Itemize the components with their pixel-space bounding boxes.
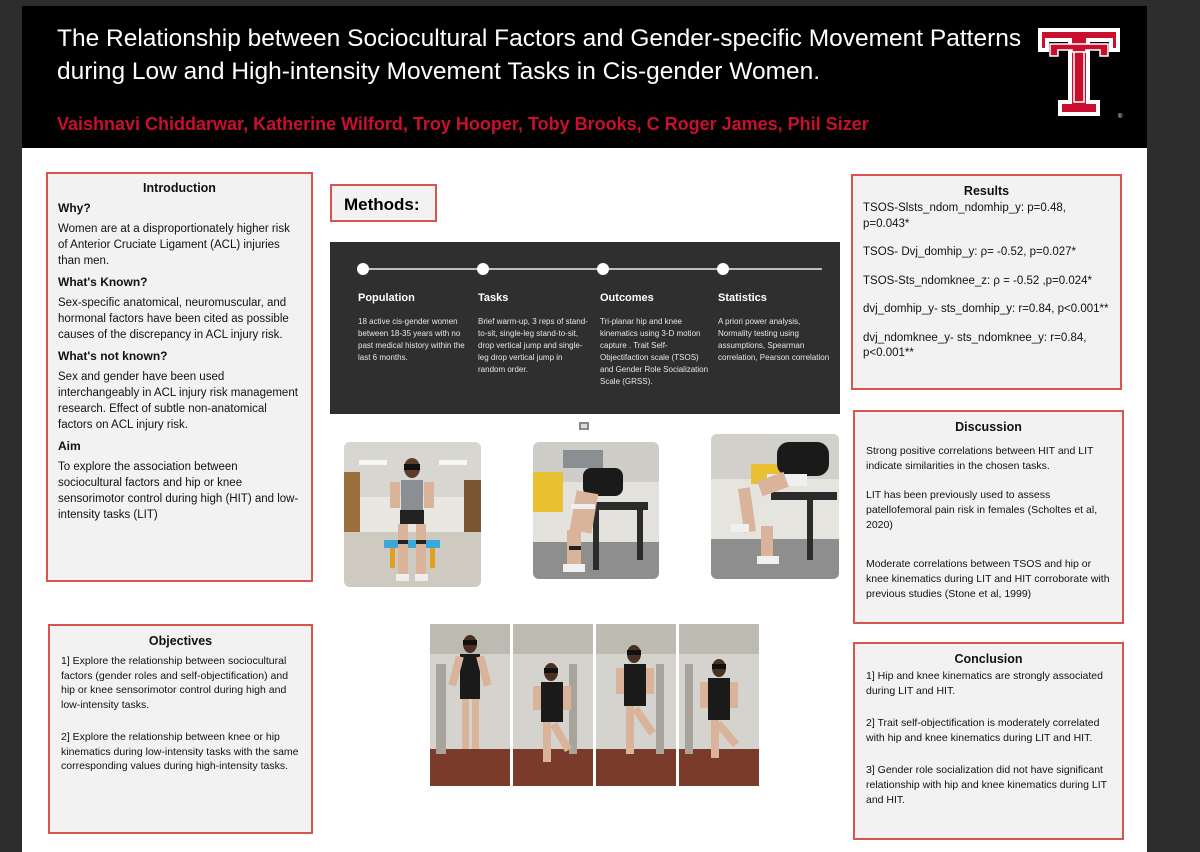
statistics-heading: Statistics (718, 292, 767, 304)
task-photo-drop-vertical-jump (711, 434, 839, 579)
result-line-5: dvj_ndomknee_y- sts_ndomknee_y: r=0.84, p<0.001** (863, 331, 1087, 359)
objective-item-1: 1] Explore the relationship between sociocultural factors (gender roles and self-objectification) and hip or knee sensorimotor control during high and low-intensity tasks. (61, 655, 289, 711)
sequence-photo-c (596, 624, 676, 786)
viewer-frame-left (0, 0, 22, 852)
result-line-1: TSOS-Slsts_ndom_ndomhip_y: p=0.48, p=0.043* (863, 202, 1066, 230)
methods-timeline (330, 242, 840, 414)
media-icon (578, 420, 590, 432)
results-section (851, 174, 1122, 390)
sequence-photo-d (679, 624, 759, 786)
outcomes-text: Tri-planar hip and knee kinematics using 3-D motion capture . Trait Self-Objectifaction scale (TSOS) and Gender Role Socialization Scale (GRSS). (600, 317, 709, 386)
not-known-heading: What's not known? (58, 349, 168, 363)
why-heading: Why? (58, 201, 91, 215)
population-text: 18 active cis-gender women between 18-35 years with no past medical history within the last 6 months. (358, 317, 465, 362)
result-line-3: TSOS-Sts_ndomknee_z: ρ = -0.52 ,p=0.024* (863, 274, 1093, 287)
introduction-title: Introduction (143, 181, 216, 195)
poster-header (22, 6, 1147, 148)
not-known-text: Sex and gender have been used interchangeably in ACL injury risk management research. Effect of subtle non-anatomical factors on ACL injury risk. (58, 371, 298, 431)
methods-column-tasks (478, 292, 590, 376)
conclusion-title: Conclusion (954, 652, 1023, 666)
timeline-line (362, 268, 822, 270)
tasks-text: Brief warm-up, 3 reps of stand-to-sit, single-leg stand-to-sit, drop vertical jump and single- leg drop vertical jump in random order. (478, 317, 588, 374)
methods-column-statistics (718, 292, 830, 364)
methods-column-population (358, 292, 470, 364)
population-heading: Population (358, 292, 415, 304)
timeline-dot (597, 263, 609, 275)
task-photo-single-leg-stand-to-sit (533, 442, 659, 579)
conclusion-paragraph-1: 1] Hip and knee kinematics are strongly associated during LIT and HIT. (866, 670, 1103, 697)
result-line-4: dvj_domhip_y- sts_domhip_y: r=0.84, p<0.001** (863, 303, 1109, 315)
introduction-section (46, 172, 313, 582)
sequence-photo-a (430, 624, 510, 786)
objectives-section (48, 624, 313, 834)
task-photo-stand-to-sit (344, 442, 481, 587)
discussion-paragraph-1: Strong positive correlations between HIT and LIT indicate similarities in the chosen tasks. (866, 445, 1094, 472)
objectives-title: Objectives (148, 634, 213, 648)
outcomes-heading: Outcomes (600, 292, 654, 304)
discussion-section (853, 410, 1124, 624)
discussion-paragraph-2: LIT has been previously used to assess patellofemoral pain risk in females (Scholtes et al, 2020) (866, 489, 1098, 531)
viewer-frame-right (1147, 0, 1200, 852)
conclusion-section (853, 642, 1124, 840)
why-text: Women are at a disproportionately higher risk of Anterior Cruciate Ligament (ACL) injuries than men. (58, 223, 290, 267)
title-line-1: The Relationship between Sociocultural Factors and Gender-specific Movement Patterns (57, 25, 1022, 52)
timeline-dot (357, 263, 369, 275)
double-t-logo-icon (1034, 22, 1124, 120)
methods-column-outcomes (600, 292, 712, 388)
poster (22, 6, 1147, 852)
timeline-dot (717, 263, 729, 275)
poster-title (57, 22, 1047, 88)
methods-title: Methods: (330, 184, 437, 222)
discussion-title: Discussion (955, 420, 1022, 434)
authors: Vaishnavi Chiddarwar, Katherine Wilford, Troy Hooper, Toby Brooks, C Roger James, Phil Sizer (57, 114, 869, 134)
statistics-text: A priori power analysis, Normality testing using assumptions, Spearman correlation, Pearson correlation (718, 317, 830, 362)
svg-text:®: ® (1118, 114, 1123, 120)
sequence-photo-b (513, 624, 593, 786)
known-text: Sex-specific anatomical, neuromuscular, and hormonal factors have been cited as possible causes of the discrepancy in ACL injury risk. (58, 297, 289, 341)
title-line-2: during Low and High-intensity Movement Tasks in Cis-gender Women. (57, 58, 821, 85)
timeline-dot (477, 263, 489, 275)
aim-heading: Aim (58, 439, 81, 453)
results-title: Results (963, 184, 1010, 198)
conclusion-paragraph-2: 2] Trait self-objectification is moderately correlated with hip and knee kinematics during LIT and HIT. (866, 717, 1100, 744)
result-line-2: TSOS- Dvj_domhip_y: ρ= -0.52, p=0.027* (863, 246, 1077, 258)
discussion-paragraph-3: Moderate correlations between TSOS and hip or knee kinematics during LIT and HIT corroborate with previous studies (Stone et al, 1999) (866, 558, 1110, 600)
known-heading: What's Known? (58, 275, 148, 289)
tasks-heading: Tasks (478, 292, 509, 304)
aim-text: To explore the association between sociocultural factors and hip or knee sensorimotor control during high (HIT) and low-intensity tasks (LIT) (58, 461, 299, 521)
objective-item-2: 2] Explore the relationship between knee or hip kinematics during low-intensity tasks with the same corresponding values during high-intensity tasks. (61, 731, 299, 772)
conclusion-paragraph-3: 3] Gender role socialization did not have significant relationship with hip and knee kinematics during LIT and HIT. (866, 764, 1107, 806)
